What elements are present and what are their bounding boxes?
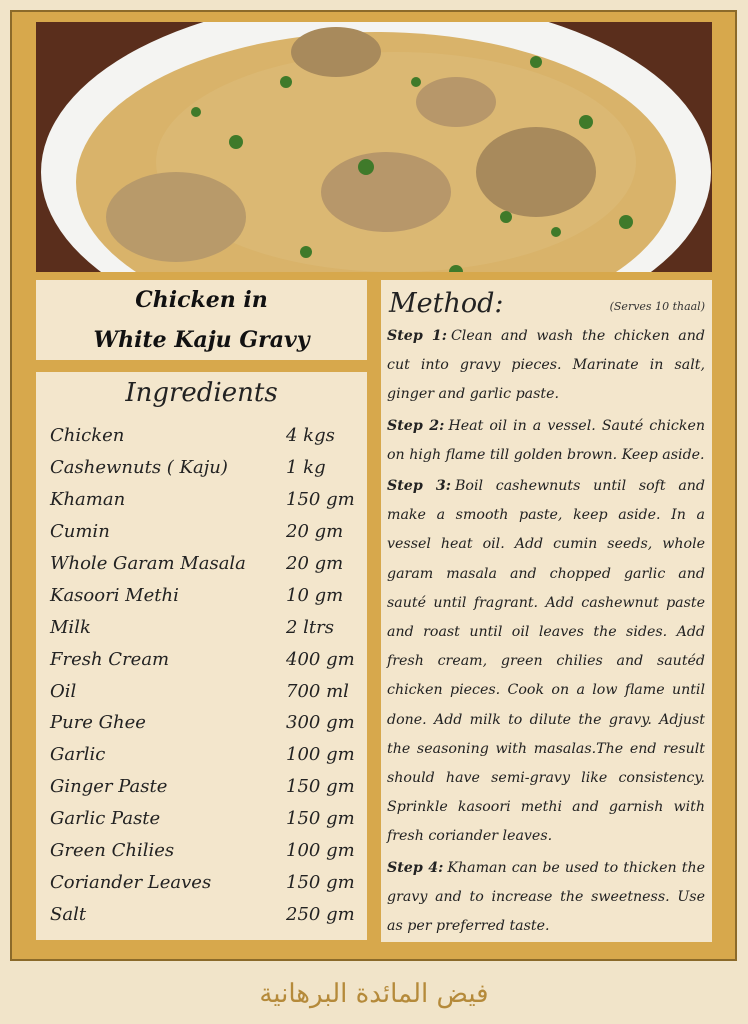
ingredient-quantity: 150 gm <box>286 808 355 830</box>
recipe-card <box>10 10 737 961</box>
ingredient-row <box>36 739 367 771</box>
ingredient-quantity: 400 gm <box>286 648 355 670</box>
ingredient-name: Khaman <box>50 489 126 511</box>
ingredient-row <box>36 579 367 611</box>
ingredient-quantity: 250 gm <box>286 903 355 925</box>
method-steps <box>387 322 705 941</box>
ingredient-row <box>36 452 367 484</box>
method-step <box>387 322 705 410</box>
ingredient-row <box>36 835 367 867</box>
dish-photo <box>36 22 712 272</box>
ingredient-quantity: 20 gm <box>286 521 344 543</box>
ingredient-quantity: 1 kg <box>286 457 326 479</box>
ingredient-name: Garlic <box>50 744 106 766</box>
step-text: Boil cashewnuts until soft and make a smooth paste, keep aside. In a vessel heat oil. Add cumin seeds, whole garam masala and chopped garlic and sauté until fragrant. Add cashewnut paste and roast until oil leaves the sides. Add fresh cream, green chilies and sautéd chicken pieces. Cook on a low flame until done. Add milk to dilute the gravy. Adjust the seasoning with masalas.The end result should have semi-gravy like consistency. Sprinkle kasoori methi and garnish with fresh coriander leaves. <box>387 478 705 845</box>
ingredient-row <box>36 420 367 452</box>
ingredient-name: Kasoori Methi <box>50 584 179 606</box>
ingredient-name: Oil <box>50 680 77 702</box>
calligraphy-logo: فيض المائدة البرهانية <box>259 979 489 1009</box>
ingredient-name: Salt <box>50 903 87 925</box>
serves-note: (Serves 10 thaal) <box>609 300 705 313</box>
ingredient-quantity: 300 gm <box>286 712 355 734</box>
footer <box>0 965 748 1024</box>
ingredient-quantity: 150 gm <box>286 489 355 511</box>
method-header <box>387 286 705 322</box>
method-step <box>387 412 705 470</box>
ingredients-list <box>36 420 367 930</box>
ingredient-row <box>36 898 367 930</box>
step-label: Step 1: <box>387 328 447 344</box>
ingredient-name: Cumin <box>50 521 110 543</box>
ingredient-name: Whole Garam Masala <box>50 553 246 574</box>
ingredient-name: Ginger Paste <box>50 776 168 798</box>
ingredient-name: Pure Ghee <box>50 712 146 734</box>
step-text: Heat oil in a vessel. Sauté chicken on high flame till golden brown. Keep aside. <box>387 417 705 463</box>
ingredient-quantity: 20 gm <box>286 553 344 574</box>
title-line-2: White Kaju Gravy <box>93 327 310 353</box>
step-label: Step 2: <box>387 417 445 434</box>
step-text: Khaman can be used to thicken the gravy and to increase the sweetness. Use as per preferred taste. <box>387 859 705 935</box>
ingredients-panel <box>36 372 367 940</box>
ingredient-name: Garlic Paste <box>50 808 161 830</box>
ingredient-row <box>36 771 367 803</box>
ingredient-quantity: 150 gm <box>286 776 355 798</box>
method-heading: Method: <box>389 288 504 319</box>
ingredients-heading: Ingredients <box>125 378 278 408</box>
ingredient-name: Green Chilies <box>50 840 175 862</box>
ingredient-row <box>36 675 367 707</box>
method-panel <box>381 280 712 942</box>
ingredient-row <box>36 707 367 739</box>
ingredient-name: Chicken <box>50 425 125 447</box>
step-text: Clean and wash the chicken and cut into gravy pieces. Marinate in salt, ginger and garlic paste. <box>387 328 705 403</box>
recipe-title <box>36 280 367 360</box>
ingredient-row <box>36 611 367 643</box>
ingredient-row <box>36 516 367 548</box>
ingredient-name: Milk <box>50 616 91 638</box>
ingredient-row <box>36 866 367 898</box>
step-label: Step 4: <box>387 859 444 876</box>
title-line-1: Chicken in <box>135 287 268 313</box>
ingredient-quantity: 100 gm <box>286 744 355 766</box>
ingredient-name: Cashewnuts ( Kaju) <box>50 457 228 479</box>
method-step <box>387 472 705 852</box>
ingredient-name: Coriander Leaves <box>50 871 212 893</box>
dish-illustration <box>36 22 712 272</box>
ingredient-quantity: 150 gm <box>286 871 355 893</box>
ingredient-name: Fresh Cream <box>50 648 170 670</box>
ingredient-row <box>36 548 367 580</box>
ingredient-quantity: 4 kgs <box>286 425 335 447</box>
ingredient-quantity: 700 ml <box>286 680 349 702</box>
ingredient-quantity: 100 gm <box>286 840 355 862</box>
ingredient-row <box>36 803 367 835</box>
step-label: Step 3: <box>387 478 451 495</box>
ingredient-quantity: 10 gm <box>286 584 344 606</box>
method-step <box>387 854 705 942</box>
ingredient-quantity: 2 ltrs <box>286 616 335 638</box>
ingredient-row <box>36 643 367 675</box>
ingredient-row <box>36 484 367 516</box>
